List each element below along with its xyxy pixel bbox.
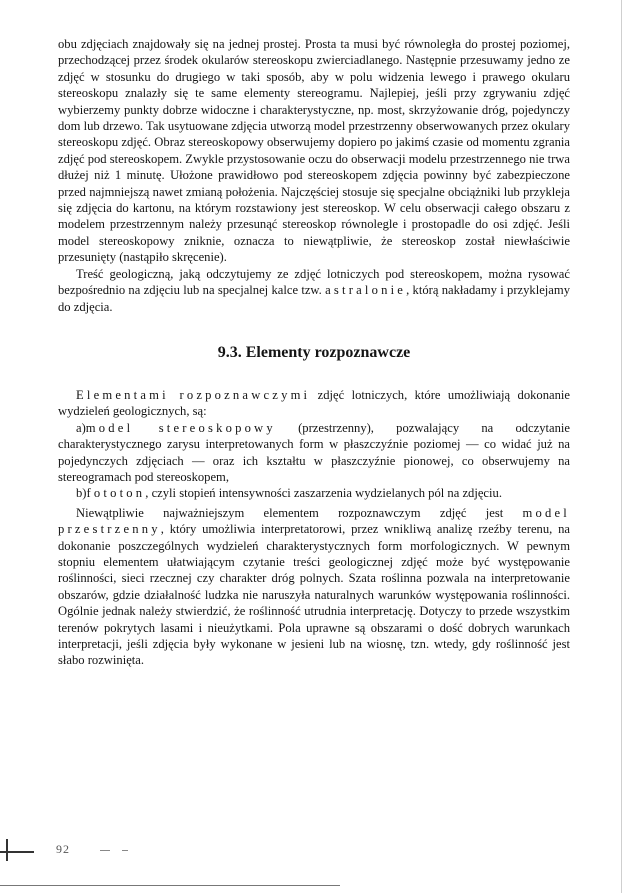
page-number: 92: [56, 842, 70, 856]
list-marker-a: a): [76, 420, 86, 435]
astralon-rest: , którą nakładamy i przyklejamy do zdjęcia.: [58, 283, 570, 314]
item-b-rest: , czyli stopień intensywności zaszarzenia wydzielanych pól na zdjęciu.: [145, 486, 502, 501]
astralon-lead: Treść geologiczną, jaką odczytujemy ze zdjęć lotniczych pod stereoskopem, można rysować bezpośrednio na zdjęciu lub na specjalnej kalce tzw.: [58, 266, 570, 298]
item-a-term: model stereoskopowy: [85, 420, 276, 435]
final-term: model przestrzenny: [58, 505, 570, 537]
paragraph-spatial-model: [58, 505, 570, 669]
scan-edge-line: [0, 851, 34, 853]
astralon-term: astralonie: [325, 283, 407, 298]
scan-bottom-line: [0, 885, 340, 886]
intro-rest: zdjęć lotniczych, które umożliwiają dokonanie wydzieleń geologicznych, są:: [58, 387, 570, 419]
paragraph-astralon: [58, 266, 570, 315]
final-rest: , który umożliwia interpretatorowi, przez wnikliwą analizę rzeźby terenu, na dokonanie poszczególnych wydzieleń charakterystycznych form morfologicznych. W pewnym stopniu elementem ułatwiającym czytanie treści geologicznej zdjęć może być występowanie roślinności, sieci rzecznej czy charakter dróg polnych. Szata roślinna pozwala na interpretowanie obszarów, gdzie działalność ludzka nie naruszyła naturalnych warunków występowania roślinności. Ogólnie jednak należy stwierdzić, że roślinność utrudnia interpretację. Dotyczy to przede wszystkim terenów pokrytych lasami i nieużytkami. Pola uprawne są obszarami o dość dobrych warunkach interpretacji, jeśli zdjęcia były wykonane w jesieni lub na wiosnę, tzn. wtedy, gdy roślinność jest słabo rozwinięta.: [58, 522, 570, 668]
page-edge-line: [621, 0, 622, 893]
scan-dash: [122, 850, 128, 851]
section-title: 9.3. Elementy rozpoznawcze: [217, 343, 411, 361]
intro-term: Elementami rozpoznawczymi: [76, 387, 311, 402]
list-item-a: [58, 420, 570, 486]
item-b-term: fototon: [86, 486, 146, 501]
paragraph-intro: [58, 387, 570, 420]
list-item-b: [58, 485, 570, 501]
page-text: [58, 36, 570, 669]
paragraph-stereoscope-setup: obu zdjęciach znajdowały się na jednej prostej. Prosta ta musi być równoległa do prostej poziomej, przechodzącej przez środek okularów stereoskopu zwierciadlanego. Następnie przesuwamy jedno ze zdjęć w stosunku do drugiego w taki sposób, aby w polu widzenia lewego i prawego okularu stereoskopu znalazły się te same elementy stereogramu. Najlepiej, jeśli przy zgrywaniu zdjęć wybierzemy punkty dobrze widoczne i charakterystyczne, np. most, skrzyżowanie dróg, pojedynczy dom lub drzewo. Tak usytuowane zdjęcia utworzą model przestrzenny obserwowanych przez okulary stereoskopu zdjęć. Obraz stereoskopowy obserwujemy dopiero po jakimś czasie od momentu zgrania zdjęć pod stereoskopem. Zwykle przystosowanie oczu do obserwacji modelu przestrzennego nie trwa dłużej niż 1 minutę. Ułożone prawidłowo pod stereoskopem zdjęcia powinny być zabezpieczone przed najmniejszą nawet zmianą położenia. Najczęściej stosuje się specjalne obciążniki lub przykleja się zdjęcia do kartonu, na którym rozstawiony jest stereoskop. W celu obserwacji całego obszaru z modelem przestrzennym należy przesunąć stereoskop równolegle i prostopadle do osi zdjęć. Jeśli model stereoskopowy zniknie, oznacza to niewątpliwie, że stereoskop został niewłaściwie przesunięty (nastąpiło skręcenie).: [58, 37, 570, 265]
final-start: Niewątpliwie najważniejszym elementem rozpoznawczym zdjęć jest: [76, 505, 523, 520]
list-marker-b: b): [76, 486, 87, 501]
scan-dash: [100, 850, 110, 851]
item-a-rest: (przestrzenny), pozwalający na odczytanie charakterystycznego zarysu interpretowanych form w płaszczyźnie poziomej — co widać już na pojedynczych zdjęciach — oraz ich kształtu w płaszczyźnie pionowej, co obserwujemy na stereogramach pod stereoskopem,: [58, 420, 570, 484]
scan-edge-mark: [6, 839, 8, 861]
